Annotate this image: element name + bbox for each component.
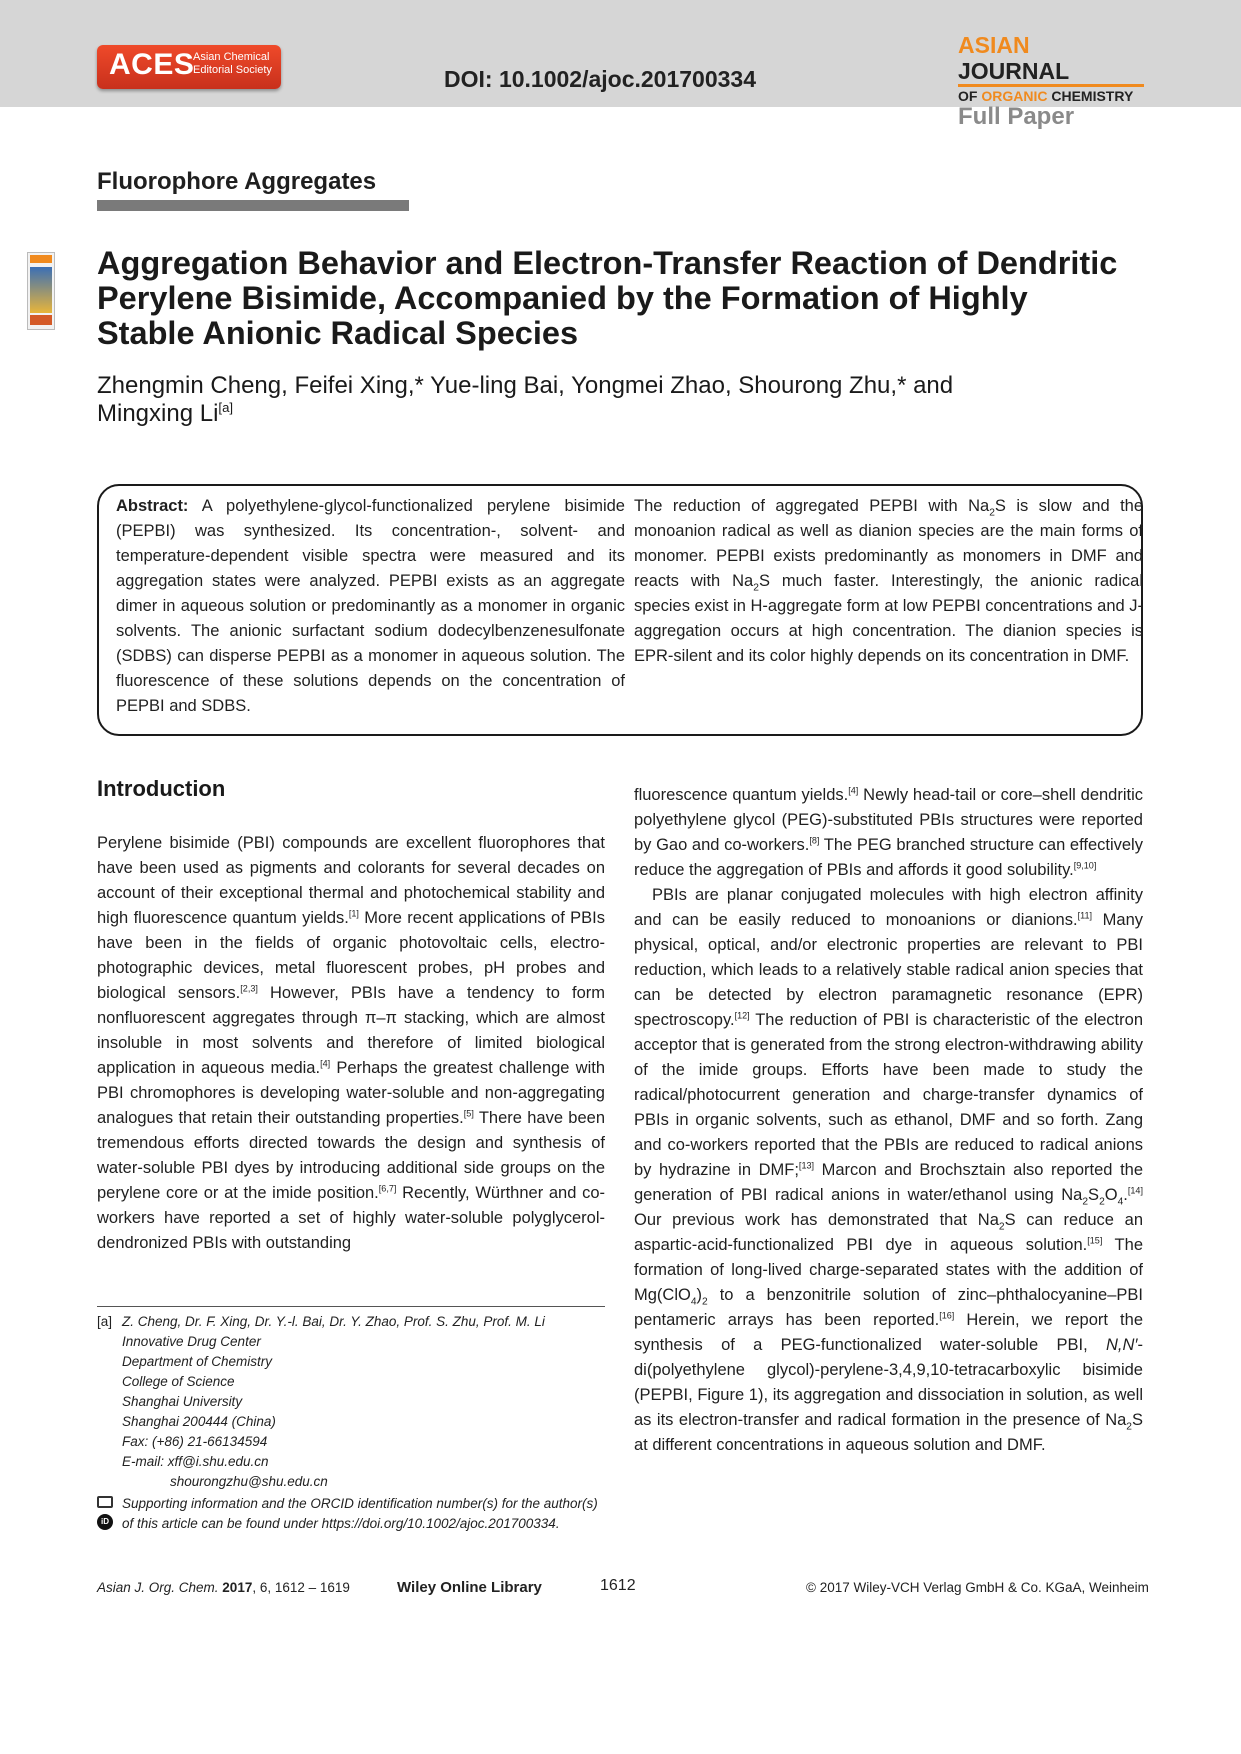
title-line: Perylene Bisimide, Accompanied by the Formation of Highly — [97, 280, 1028, 316]
aces-logo-subtitle: Asian Chemical Editorial Society — [193, 51, 272, 76]
footnote-line: Shanghai University — [122, 1394, 243, 1409]
aces-logo-word: ACES — [109, 48, 195, 81]
footnote-line: Innovative Drug Center — [122, 1334, 261, 1349]
supporting-info-text[interactable]: Supporting information and the ORCID identification number(s) for the author(s) of this article can be found under https://doi.org/10.1002/ajoc.201700334. — [122, 1496, 598, 1531]
article-title — [97, 246, 1197, 351]
citation-ref[interactable]: [1] — [348, 908, 359, 919]
footnote-line: Department of Chemistry — [122, 1354, 273, 1369]
body-left-column — [97, 831, 605, 1256]
footnote-line: Shanghai 200444 (China) — [122, 1414, 276, 1429]
abstract-right-column: The reduction of aggregated PEPBI with $Na_2S$ is slow and the monoanion radical as well as dianion species are the main forms of monomer. PEPBI exists predominantly as monomers in DMF and reacts with $Na_2S$ much faster. Interestingly, the anionic radical species exist in H-aggregate form at low PEPBI concentrations and J-aggregation occurs at high concentration. The dianion species is EPR-silent and its color highly depends on its concentration in DMF. — [634, 497, 1144, 665]
citation-ref[interactable]: [6,7] — [378, 1183, 397, 1194]
email-line[interactable]: E-mail: xff@i.shu.edu.cn — [122, 1454, 269, 1469]
article-type: Full Paper — [958, 103, 1075, 130]
footnote-line: Z. Cheng, Dr. F. Xing, Dr. Y.-l. Bai, Dr. Y. Zhao, Prof. S. Zhu, Prof. M. Li — [122, 1314, 545, 1329]
cover-image — [30, 267, 52, 313]
author-list — [97, 372, 1097, 428]
journal-logo-line2: OF ORGANIC CHEMISTRY — [958, 88, 1134, 104]
footer-citation: Asian J. Org. Chem. 2017, 6, 1612 – 1619 — [97, 1580, 350, 1595]
aces-logo[interactable] — [97, 45, 281, 89]
journal-cover-thumbnail[interactable] — [27, 252, 55, 330]
monitor-icon — [97, 1496, 113, 1508]
footnote-line: Fax: (+86) 21-66134594 — [122, 1434, 268, 1449]
abstract-text: A polyethylene-glycol-functionalized perylene bisimide (PEPBI) was synthesized. Its concentration-, solvent- and temperature-dependent visible spectra were measured and its aggregation states were analyzed. PEPBI exists as an aggregate dimer in aqueous solution or predominantly as a monomer in organic solvents. The anionic surfactant sodium dodecylbenzenesulfonate (SDBS) can disperse PEPBI as a monomer in aqueous solution. The fluorescence of these solutions depends on the concentration of PEPBI and SDBS. — [116, 497, 625, 715]
citation-ref[interactable]: [12] — [734, 1010, 750, 1021]
paragraph: Perylene bisimide (PBI) compounds are excellent fluorophores that have been used as pigments and colorants for several decades on account of their exceptional thermal and photochemical stability and high fluorescence quantum yields.[1] More recent applications of PBIs have been in the fields of organic photovoltaic cells, electro-photographic devices, metal fluorescent probes, pH probes and biological sensors.[2,3] However, PBIs have a tendency to form nonfluorescent aggregates through π–π stacking, which are almost insoluble in most solvents and therefore of limited biological application in aqueous media.[4] Perhaps the greatest challenge with PBI chromophores is developing water-soluble and non-aggregating analogues that retain their outstanding properties.[5] There have been tremendous efforts directed towards the design and synthesis of water-soluble PBI dyes by introducing additional side groups on the perylene core or at the imide position.[6,7] Recently, Würthner and co-workers have reported a set of highly water-soluble polyglycerol-dendronized PBIs with outstanding — [97, 834, 606, 1252]
wiley-online-library-link[interactable]: Wiley Online Library — [397, 1579, 542, 1596]
citation-ref[interactable]: [11] — [1077, 910, 1093, 921]
citation-ref[interactable]: [13] — [798, 1160, 815, 1171]
paragraph: fluorescence quantum yields.[4] Newly head-tail or core–shell dendritic polyethylene glycol (PEG)-substituted PBIs structures were reported by Gao and co-workers.[8] The PEG branched structure can effectively reduce the aggregation of PBIs and affords it good solubility.[9,10] — [634, 785, 1144, 879]
section-label: Fluorophore Aggregates — [97, 168, 377, 195]
citation-ref[interactable]: [14] — [1127, 1185, 1143, 1196]
authors-line: Zhengmin Cheng, Feifei Xing,* Yue-ling Bai, Yongmei Zhao, Shourong Zhu,* and — [97, 372, 954, 399]
citation-ref[interactable]: [4] — [848, 785, 859, 796]
citation-ref[interactable]: [2,3] — [240, 983, 258, 994]
cover-banner — [30, 255, 52, 263]
page-number: 1612 — [600, 1577, 636, 1594]
footnote-line: College of Science — [122, 1374, 235, 1389]
introduction-heading: Introduction — [97, 776, 226, 801]
title-line: Aggregation Behavior and Electron-Transfer Reaction of Dendritic — [97, 245, 1118, 281]
abstract-label: Abstract: — [116, 497, 189, 515]
journal-logo — [958, 32, 1218, 129]
cover-footer — [30, 315, 52, 325]
journal-logo-line1: ASIAN JOURNAL — [958, 32, 1144, 87]
abstract-left-column — [116, 494, 625, 719]
section-bar — [97, 200, 409, 211]
citation-ref[interactable]: [9,10] — [1073, 860, 1097, 871]
email-line[interactable]: shourongzhu@shu.edu.cn — [170, 1474, 328, 1489]
footnote-rule — [97, 1306, 605, 1307]
doi[interactable]: DOI: 10.1002/ajoc.201700334 — [444, 66, 757, 92]
citation-ref[interactable]: [4] — [320, 1058, 331, 1069]
orcid-icon: iD — [97, 1514, 113, 1530]
citation-ref[interactable]: [8] — [809, 835, 820, 846]
citation-ref[interactable]: [5] — [463, 1108, 474, 1119]
citation-ref[interactable]: [16] — [939, 1310, 955, 1321]
support-icons — [97, 1496, 115, 1530]
body-right-column — [634, 783, 1143, 1458]
authors-line: Mingxing Li[a] — [97, 400, 234, 427]
footnote-lines — [122, 1312, 545, 1492]
title-line: Stable Anionic Radical Species — [97, 315, 579, 351]
footnote-marker: [a] — [97, 1314, 113, 1329]
copyright: © 2017 Wiley-VCH Verlag GmbH & Co. KGaA, Weinheim — [806, 1580, 1149, 1595]
paragraph: PBIs are planar conjugated molecules with high electron affinity and can be easily reduced to monoanions or dianions.[11] Many physical, optical, and/or electronic properties are relevant to PBI reduction, which leads to a relatively stable radical anion species that can be detected by electron paramagnetic resonance (EPR) spectroscopy.[12] The reduction of PBI is characteristic of the electron acceptor that is generated from the strong electron-withdrawing ability of the imide groups. Efforts have been made to study the radical/photocurrent generation and charge-transfer dynamics of PBIs in organic solvents, such as ethanol, DMF and so forth. Zang and co-workers reported that the PBIs are reduced to radical anions by hydrazine in DMF;[13] Marcon and Brochsztain also reported the generation of PBI radical anions in water/ethanol using $Na_2S_2O_4.[14]$ Our previous work has demonstrated that $Na_2S$ can reduce an aspartic-acid-functionalized PBI dye in aqueous solution.[15] The formation of long-lived charge-separated states with the addition of $Mg(ClO_4)_2$ to a benzonitrile solution of zinc–phthalocyanine–PBI pentameric arrays has been reported.[16] Herein, we report the synthesis of a PEG-functionalized water-soluble PBI, N,N′-di(polyethylene glycol)-perylene-3,4,9,10-tetracarboxylic bisimide (PEPBI, Figure 1), its aggregation and dissociation in solution, as well as its electron-transfer and radical formation in the presence of $Na_2S$ at different concentrations in aqueous solution and DMF. — [634, 886, 1144, 1454]
citation-ref[interactable]: [15] — [1087, 1235, 1103, 1246]
affiliation-marker: [a] — [218, 400, 234, 415]
